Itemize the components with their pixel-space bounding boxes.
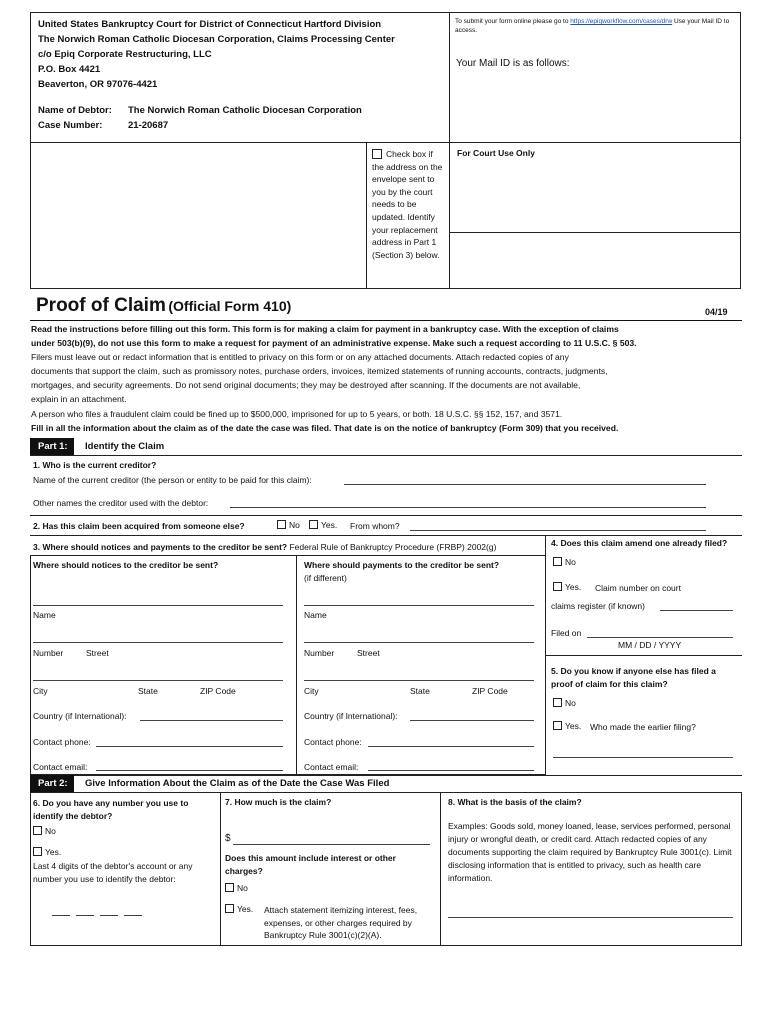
form-title: Proof of Claim (Official Form 410) [36, 295, 292, 316]
payments-name-label: Name [304, 610, 327, 620]
notices-street-label: Street [86, 648, 109, 658]
instruction-line-5: mortgages, and security agreements. Do not send original documents; they may be destroyed after scanning. If the documents are not available, [31, 380, 581, 390]
instruction-line-7: A person who files a fraudulent claim could be fined up to $500,000, imprisoned for up to 5 years, or both. 18 U.S.C. §§ 152, 157, and 3571. [31, 409, 563, 419]
court-line-5: Beaverton, OR 97076-4421 [38, 79, 158, 90]
court-line-1: United States Bankruptcy Court for District of Connecticut Hartford Division [38, 19, 382, 30]
from-whom-field[interactable] [410, 530, 706, 531]
notices-phone-field[interactable] [96, 746, 283, 747]
notices-street-field[interactable] [33, 642, 283, 643]
court-use-box [449, 142, 741, 289]
q5-no-option[interactable]: No [553, 698, 576, 708]
q6-digit-3[interactable] [100, 915, 118, 916]
q6-digit-4[interactable] [124, 915, 142, 916]
mail-id-text: Your Mail ID is as follows: [456, 58, 570, 69]
payments-heading: Where should payments to the creditor be sent? [304, 560, 500, 570]
case-label: Case Number: [38, 120, 103, 131]
q7-attach-text: Attach statement itemizing interest, fees, expenses, or other charges required by Bankruptcy Rule 3001(c)(2)(A). [264, 905, 418, 940]
case-value: 21-20687 [128, 120, 169, 131]
instruction-line-2: under 503(b)(9), do not use this form to make a request for payment of an administrative expense. Make such a request according to 11 U.S.C. § 503. [31, 338, 637, 348]
court-line-2: The Norwich Roman Catholic Diocesan Corporation, Claims Processing Center [38, 34, 395, 45]
q4-claims-register-label: claims register (if known) [551, 601, 645, 611]
q2-yes-option[interactable]: Yes. [309, 520, 337, 530]
notices-email-label: Contact email: [33, 762, 88, 772]
q5-who-label: Who made the earlier filing? [590, 722, 696, 732]
q6-no-option[interactable]: No [33, 826, 56, 836]
q7-label: 7. How much is the claim? [225, 797, 332, 807]
other-names-field[interactable] [230, 507, 706, 508]
payments-street-field[interactable] [304, 642, 534, 643]
court-use-label: For Court Use Only [457, 148, 535, 158]
q1-rule [30, 515, 742, 516]
q1-other-label: Other names the creditor used with the debtor: [33, 498, 209, 508]
q4-date-format: MM / DD / YYYY [618, 640, 682, 650]
part2-top-rule [30, 775, 742, 776]
q6-last4-label: Last 4 digits of the debtor's account or any number you use to identify the debtor: [33, 861, 193, 884]
payments-name-field[interactable] [304, 605, 534, 606]
q2-no-option[interactable]: No [277, 520, 300, 530]
part2-tag: Part 2: [30, 775, 74, 792]
q6-yes-checkbox[interactable] [33, 847, 42, 856]
debtor-value: The Norwich Roman Catholic Diocesan Corporation [128, 105, 362, 116]
q6-yes-option[interactable]: Yes. [33, 847, 61, 857]
part1-tag: Part 1: [30, 438, 74, 455]
q8-examples: Examples: Goods sold, money loaned, lease, services performed, personal injury or wrongful death, or credit card. Attach redacted copies of any documents supporting the claim required by Bankruptcy Rule 3001(c). Limit disclosing information that is entitled to privacy, such as health care information. [448, 821, 732, 883]
notices-name-label: Name [33, 610, 56, 620]
part2-divider-2 [440, 792, 441, 946]
payments-number-label: Number [304, 648, 335, 658]
payments-city-field[interactable] [304, 680, 534, 681]
q5-yes-checkbox[interactable] [553, 721, 562, 730]
q6-label: 6. Do you have any number you use to identify the debtor? [33, 798, 189, 821]
q4-filed-on-label: Filed on [551, 628, 582, 638]
notices-state-label: State [138, 686, 158, 696]
q4-rule [545, 655, 742, 656]
address-update-text: Check box if the address on the envelope sent to you by the court needs to be updated. Identify your replacement address in Part 1 (Section 3) below. [372, 149, 443, 260]
q6-digit-fields[interactable] [52, 908, 142, 918]
notices-city-label: City [33, 686, 48, 696]
instruction-line-3: Filers must leave out or redact information that is entitled to privacy on this form or on any attached documents. Attach redacted copies of any [31, 352, 569, 362]
q3-mid-divider [296, 555, 297, 775]
q4-filed-on-field[interactable] [587, 637, 733, 638]
q8-label: 8. What is the basis of the claim? [448, 797, 582, 807]
payments-subheading: (if different) [304, 573, 347, 583]
notices-zip-label: ZIP Code [200, 686, 236, 696]
payments-street-label: Street [357, 648, 380, 658]
instruction-line-4: documents that support the claim, such as promissory notes, purchase orders, invoices, itemized statements of running accounts, contracts, judgments, [31, 366, 608, 376]
q7-interest-label: Does this amount include interest or other charges? [225, 853, 396, 876]
q6-digit-1[interactable] [52, 915, 70, 916]
notices-heading: Where should notices to the creditor be sent? [33, 560, 219, 570]
notices-country-field[interactable] [140, 720, 283, 721]
q5-who-field[interactable] [553, 757, 733, 758]
q7-yes-checkbox[interactable] [225, 904, 234, 913]
payments-state-label: State [410, 686, 430, 696]
q3-label: 3. Where should notices and payments to the creditor be sent? Federal Rule of Bankruptcy Procedure (FRBP) 2002(g) [33, 542, 497, 552]
basis-of-claim-field[interactable] [448, 917, 733, 918]
claim-amount-field[interactable] [233, 844, 430, 845]
q4-claim-number-field[interactable] [660, 610, 733, 611]
part2-divider-1 [220, 792, 221, 946]
q4-yes-checkbox[interactable] [553, 582, 562, 591]
q1-name-label: Name of the current creditor (the person or entity to be paid for this claim): [33, 475, 312, 485]
title-rule [30, 320, 742, 321]
payments-country-label: Country (if International): [304, 711, 398, 721]
payments-phone-label: Contact phone: [304, 737, 362, 747]
q4-claim-number-label: Claim number on court [595, 583, 681, 593]
payments-email-label: Contact email: [304, 762, 359, 772]
instruction-line-8: Fill in all the information about the claim as of the date the case was filed. That date is on the notice of bankruptcy (Form 309) that you received. [31, 423, 619, 433]
part1-title: Identify the Claim [85, 441, 165, 452]
instruction-line-1: Read the instructions before filling out this form. This form is for making a claim for payment in a bankruptcy case. With the exception of claims [31, 324, 619, 334]
q5-no-checkbox[interactable] [553, 698, 562, 707]
instruction-line-6: explain in an attachment. [31, 394, 127, 404]
payments-email-field[interactable] [368, 770, 534, 771]
q2-rule [30, 535, 742, 536]
payments-city-label: City [304, 686, 319, 696]
q7-no-checkbox[interactable] [225, 883, 234, 892]
payments-phone-field[interactable] [368, 746, 534, 747]
q4-no-option[interactable]: No [553, 557, 576, 567]
q3-address-box [30, 555, 546, 775]
q6-digit-2[interactable] [76, 915, 94, 916]
address-update-divider [366, 142, 367, 289]
q4-yes-option[interactable]: Yes. [553, 582, 581, 592]
notices-number-label: Number [33, 648, 64, 658]
notices-country-label: Country (if International): [33, 711, 127, 721]
debtor-label: Name of Debtor: [38, 105, 112, 116]
court-use-divider [449, 232, 741, 233]
q5-label: 5. Do you know if anyone else has filed a proof of claim for this claim? [551, 666, 716, 689]
q4-no-checkbox[interactable] [553, 557, 562, 566]
notices-name-field[interactable] [33, 605, 283, 606]
payments-country-field[interactable] [410, 720, 534, 721]
q2-from-whom: From whom? [350, 521, 400, 531]
q2-yes-checkbox[interactable] [309, 520, 318, 529]
creditor-name-field[interactable] [344, 484, 706, 485]
q7-no-option[interactable]: No [225, 883, 248, 893]
court-line-4: P.O. Box 4421 [38, 64, 101, 75]
form-version: 04/19 [705, 307, 728, 317]
q2-no-checkbox[interactable] [277, 520, 286, 529]
q5-yes-option[interactable]: Yes. [553, 721, 581, 731]
q7-yes-option[interactable]: Yes. [225, 904, 253, 914]
part1-rule [30, 455, 742, 456]
submit-link[interactable]: https://epiqworkflow.com/cases/drw [570, 18, 673, 25]
q1-label: 1. Who is the current creditor? [33, 460, 157, 470]
court-line-3: c/o Epiq Corporate Restructuring, LLC [38, 49, 212, 60]
q6-no-checkbox[interactable] [33, 826, 42, 835]
payments-zip-label: ZIP Code [472, 686, 508, 696]
q2-label: 2. Has this claim been acquired from someone else? [33, 521, 245, 531]
part2-title: Give Information About the Claim as of the Date the Case Was Filed [85, 778, 390, 789]
notices-email-field[interactable] [96, 770, 283, 771]
notices-phone-label: Contact phone: [33, 737, 91, 747]
q4-label: 4. Does this claim amend one already filed? [551, 538, 728, 548]
q7-dollar-sign: $ [225, 833, 231, 844]
notices-city-field[interactable] [33, 680, 283, 681]
submit-online-text: To submit your form online please go to https://epiqworkflow.com/cases/drw Use your Mail ID to access. [455, 18, 730, 34]
